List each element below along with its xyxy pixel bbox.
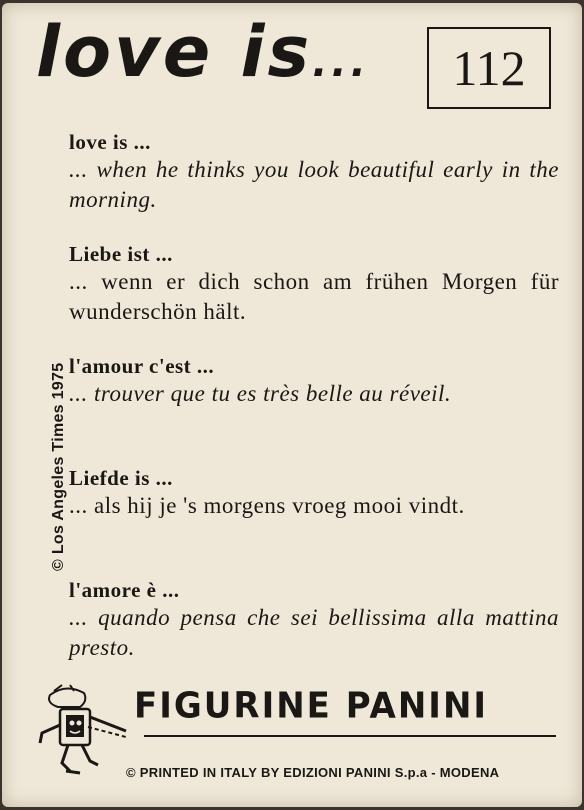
section-german bbox=[69, 241, 559, 327]
title-word: love is bbox=[36, 11, 313, 93]
love-is-title bbox=[36, 11, 370, 93]
section-heading: Liebe ist ... bbox=[69, 242, 173, 266]
section-text: ... trouver que tu es très belle au réveil. bbox=[69, 381, 452, 406]
section-french bbox=[69, 353, 559, 409]
section-text: ... quando pensa che sei bellissima alla mattina presto. bbox=[69, 605, 559, 660]
section-heading: l'amour c'est ... bbox=[69, 354, 215, 378]
panini-knight-mascot-icon bbox=[36, 681, 132, 781]
section-heading: l'amore è ... bbox=[69, 578, 180, 602]
section-heading: love is ... bbox=[69, 130, 151, 154]
divider-line bbox=[144, 735, 556, 737]
card-number-box bbox=[427, 27, 551, 109]
figurine-panini-brand: FIGURINE PANINI bbox=[134, 685, 489, 727]
section-heading: Liefde is ... bbox=[69, 466, 173, 490]
section-text: ... when he thinks you look beautiful early in the morning. bbox=[69, 157, 559, 212]
sticker-card bbox=[2, 3, 582, 807]
printed-in-italy-text: © PRINTED IN ITALY BY EDIZIONI PANINI S.p.a - MODENA bbox=[126, 765, 500, 780]
section-italian bbox=[69, 577, 559, 663]
card-number: 112 bbox=[452, 40, 526, 96]
section-dutch bbox=[69, 465, 559, 521]
section-text: ... wenn er dich schon am frühen Morgen für wunderschön hält. bbox=[69, 269, 559, 324]
copyright-side-text: © Los Angeles Times 1975 bbox=[50, 362, 67, 571]
section-english bbox=[69, 129, 559, 215]
title-dots: ... bbox=[312, 40, 370, 86]
section-text: ... als hij je 's morgens vroeg mooi vindt. bbox=[69, 493, 465, 518]
